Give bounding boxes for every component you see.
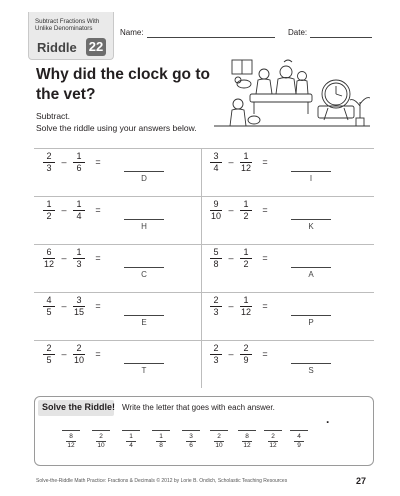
answer-blank[interactable] bbox=[124, 267, 164, 268]
letter-blank[interactable] bbox=[264, 430, 282, 431]
equals-sign: = bbox=[95, 349, 101, 359]
answer-blank[interactable] bbox=[291, 363, 331, 364]
letter-blank[interactable] bbox=[152, 430, 170, 431]
minus-sign: – bbox=[61, 349, 67, 359]
minus-sign: – bbox=[228, 301, 234, 311]
denominator: 3 bbox=[46, 163, 52, 173]
fraction-minuend bbox=[42, 295, 56, 318]
key-denominator: 12 bbox=[243, 442, 251, 449]
key-denominator: 12 bbox=[67, 442, 75, 449]
denominator: 5 bbox=[46, 355, 52, 365]
equals-sign: = bbox=[95, 253, 101, 263]
numerator: 1 bbox=[76, 199, 82, 209]
date-field[interactable] bbox=[310, 37, 372, 38]
riddle-label: Riddle bbox=[37, 40, 77, 55]
minus-sign: – bbox=[228, 205, 234, 215]
denominator: 15 bbox=[73, 307, 84, 317]
numerator: 1 bbox=[76, 247, 82, 257]
numerator: 1 bbox=[243, 247, 249, 257]
grid-divider bbox=[34, 340, 374, 341]
grid-divider-vertical bbox=[201, 148, 202, 388]
letter-blank[interactable] bbox=[62, 430, 80, 431]
grid-divider bbox=[34, 148, 374, 149]
name-label: Name: bbox=[120, 28, 144, 37]
fraction-subtrahend bbox=[239, 343, 253, 366]
denominator: 3 bbox=[213, 355, 219, 365]
fraction-minuend bbox=[209, 295, 223, 318]
riddle-answer-slot[interactable] bbox=[238, 422, 256, 462]
denominator: 12 bbox=[240, 163, 251, 173]
answer-letter: I bbox=[309, 174, 313, 183]
answer-blank[interactable] bbox=[124, 363, 164, 364]
key-denominator: 6 bbox=[189, 442, 193, 449]
fraction-subtrahend bbox=[239, 247, 253, 270]
numerator: 6 bbox=[46, 247, 52, 257]
denominator: 4 bbox=[213, 163, 219, 173]
denominator: 6 bbox=[76, 163, 82, 173]
fraction-minuend bbox=[42, 199, 56, 222]
instruction-subtract: Subtract. bbox=[36, 111, 71, 121]
answer-letter: A bbox=[308, 270, 314, 279]
fraction-minuend bbox=[209, 247, 223, 270]
riddle-answer-slot[interactable] bbox=[62, 422, 80, 462]
denominator: 8 bbox=[213, 259, 219, 269]
fraction-subtrahend bbox=[239, 151, 253, 174]
problem-item bbox=[203, 246, 353, 286]
denominator: 12 bbox=[43, 259, 54, 269]
numerator: 2 bbox=[76, 343, 82, 353]
key-denominator: 9 bbox=[297, 442, 301, 449]
solve-riddle-instruction: Write the letter that goes with each answer. bbox=[122, 403, 275, 412]
key-numerator: 8 bbox=[245, 433, 249, 440]
answer-blank[interactable] bbox=[291, 267, 331, 268]
numerator: 2 bbox=[243, 343, 249, 353]
riddle-answer-slot[interactable] bbox=[290, 422, 308, 462]
minus-sign: – bbox=[61, 253, 67, 263]
fraction-subtrahend bbox=[72, 247, 86, 270]
key-denominator: 10 bbox=[215, 442, 223, 449]
problem-item bbox=[36, 150, 186, 190]
riddle-number-badge: 22 bbox=[86, 38, 106, 56]
minus-sign: – bbox=[228, 349, 234, 359]
fraction-minuend bbox=[42, 151, 56, 174]
key-numerator: 2 bbox=[99, 433, 103, 440]
numerator: 1 bbox=[243, 151, 249, 161]
equals-sign: = bbox=[95, 157, 101, 167]
answer-blank[interactable] bbox=[124, 315, 164, 316]
answer-letter: C bbox=[141, 270, 147, 279]
fraction-minuend bbox=[209, 343, 223, 366]
answer-blank[interactable] bbox=[291, 171, 331, 172]
minus-sign: – bbox=[61, 301, 67, 311]
minus-sign: – bbox=[61, 205, 67, 215]
problem-item bbox=[36, 294, 186, 334]
letter-blank[interactable] bbox=[122, 430, 140, 431]
fraction-subtrahend bbox=[239, 295, 253, 318]
denominator: 10 bbox=[73, 355, 84, 365]
topic-label: Subtract Fractions With Unlike Denominators bbox=[35, 18, 100, 32]
fraction-minuend bbox=[42, 343, 56, 366]
fraction-subtrahend bbox=[72, 343, 86, 366]
letter-blank[interactable] bbox=[92, 430, 110, 431]
problem-item bbox=[36, 246, 186, 286]
fraction-subtrahend bbox=[72, 295, 86, 318]
numerator: 4 bbox=[46, 295, 52, 305]
letter-blank[interactable] bbox=[290, 430, 308, 431]
key-denominator: 4 bbox=[129, 442, 133, 449]
denominator: 3 bbox=[76, 259, 82, 269]
answer-letter: S bbox=[308, 366, 314, 375]
key-numerator: 1 bbox=[159, 433, 163, 440]
fraction-minuend bbox=[42, 247, 56, 270]
copyright-footer: Solve-the-Riddle Math Practice: Fractions & Decimals © 2012 by Lorie B. Ondich, Scholastic Teaching Resources bbox=[36, 478, 288, 484]
answer-blank[interactable] bbox=[124, 219, 164, 220]
key-numerator: 2 bbox=[271, 433, 275, 440]
answer-blank[interactable] bbox=[291, 219, 331, 220]
equals-sign: = bbox=[262, 157, 268, 167]
key-numerator: 3 bbox=[189, 433, 193, 440]
equals-sign: = bbox=[262, 205, 268, 215]
denominator: 2 bbox=[243, 259, 249, 269]
minus-sign: – bbox=[61, 157, 67, 167]
denominator: 9 bbox=[243, 355, 249, 365]
riddle-answer-slot[interactable] bbox=[210, 422, 228, 462]
fraction-minuend bbox=[209, 151, 223, 174]
letter-blank[interactable] bbox=[238, 430, 256, 431]
numerator: 3 bbox=[213, 151, 219, 161]
denominator: 12 bbox=[240, 307, 251, 317]
key-numerator: 8 bbox=[69, 433, 73, 440]
problem-item bbox=[203, 294, 353, 334]
problem-item bbox=[203, 342, 353, 382]
numerator: 1 bbox=[76, 151, 82, 161]
answer-letter: E bbox=[141, 318, 147, 327]
key-denominator: 12 bbox=[269, 442, 277, 449]
grid-divider bbox=[34, 244, 374, 245]
fraction-minuend bbox=[209, 199, 223, 222]
problem-item bbox=[203, 150, 353, 190]
letter-blank[interactable] bbox=[182, 430, 200, 431]
answer-blank[interactable] bbox=[291, 315, 331, 316]
denominator: 2 bbox=[243, 211, 249, 221]
date-label: Date: bbox=[288, 28, 308, 37]
key-numerator: 4 bbox=[297, 433, 301, 440]
numerator: 1 bbox=[243, 295, 249, 305]
riddle-end-mark: . bbox=[326, 412, 330, 426]
riddle-question: Why did the clock go to the vet? bbox=[36, 66, 210, 103]
answer-letter: K bbox=[308, 222, 314, 231]
topic-tab bbox=[28, 12, 114, 60]
answer-blank[interactable] bbox=[124, 171, 164, 172]
riddle-answer-slot[interactable] bbox=[182, 422, 200, 462]
equals-sign: = bbox=[262, 301, 268, 311]
instruction-solve: Solve the riddle using your answers below. bbox=[36, 123, 197, 133]
numerator: 3 bbox=[76, 295, 82, 305]
problem-item bbox=[36, 198, 186, 238]
key-denominator: 8 bbox=[159, 442, 163, 449]
denominator: 2 bbox=[46, 211, 52, 221]
riddle-answer-slot[interactable] bbox=[122, 422, 140, 462]
numerator: 2 bbox=[46, 343, 52, 353]
minus-sign: – bbox=[228, 253, 234, 263]
problem-item bbox=[36, 342, 186, 382]
minus-sign: – bbox=[228, 157, 234, 167]
denominator: 5 bbox=[46, 307, 52, 317]
denominator: 4 bbox=[76, 211, 82, 221]
numerator: 5 bbox=[213, 247, 219, 257]
letter-blank[interactable] bbox=[210, 430, 228, 431]
solve-riddle-title: Solve the Riddle! bbox=[42, 402, 116, 412]
equals-sign: = bbox=[262, 253, 268, 263]
denominator: 10 bbox=[210, 211, 221, 221]
problem-item bbox=[203, 198, 353, 238]
riddle-answer-slot[interactable] bbox=[92, 422, 110, 462]
waiting-room-pets-illustration bbox=[214, 54, 370, 140]
answer-letter: D bbox=[141, 174, 147, 183]
name-field[interactable] bbox=[147, 37, 275, 38]
riddle-answer-slot[interactable] bbox=[264, 422, 282, 462]
riddle-answer-slot[interactable] bbox=[152, 422, 170, 462]
grid-divider bbox=[34, 196, 374, 197]
answer-letter: H bbox=[141, 222, 147, 231]
equals-sign: = bbox=[95, 301, 101, 311]
key-numerator: 2 bbox=[217, 433, 221, 440]
numerator: 1 bbox=[46, 199, 52, 209]
answer-letter: T bbox=[141, 366, 147, 375]
denominator: 3 bbox=[213, 307, 219, 317]
numerator: 1 bbox=[243, 199, 249, 209]
key-numerator: 1 bbox=[129, 433, 133, 440]
equals-sign: = bbox=[95, 205, 101, 215]
numerator: 2 bbox=[46, 151, 52, 161]
fraction-subtrahend bbox=[72, 199, 86, 222]
key-denominator: 10 bbox=[97, 442, 105, 449]
numerator: 9 bbox=[213, 199, 219, 209]
page-number: 27 bbox=[356, 476, 367, 486]
numerator: 2 bbox=[213, 343, 219, 353]
numerator: 2 bbox=[213, 295, 219, 305]
fraction-subtrahend bbox=[239, 199, 253, 222]
fraction-subtrahend bbox=[72, 151, 86, 174]
answer-letter: P bbox=[308, 318, 314, 327]
equals-sign: = bbox=[262, 349, 268, 359]
grid-divider bbox=[34, 292, 374, 293]
